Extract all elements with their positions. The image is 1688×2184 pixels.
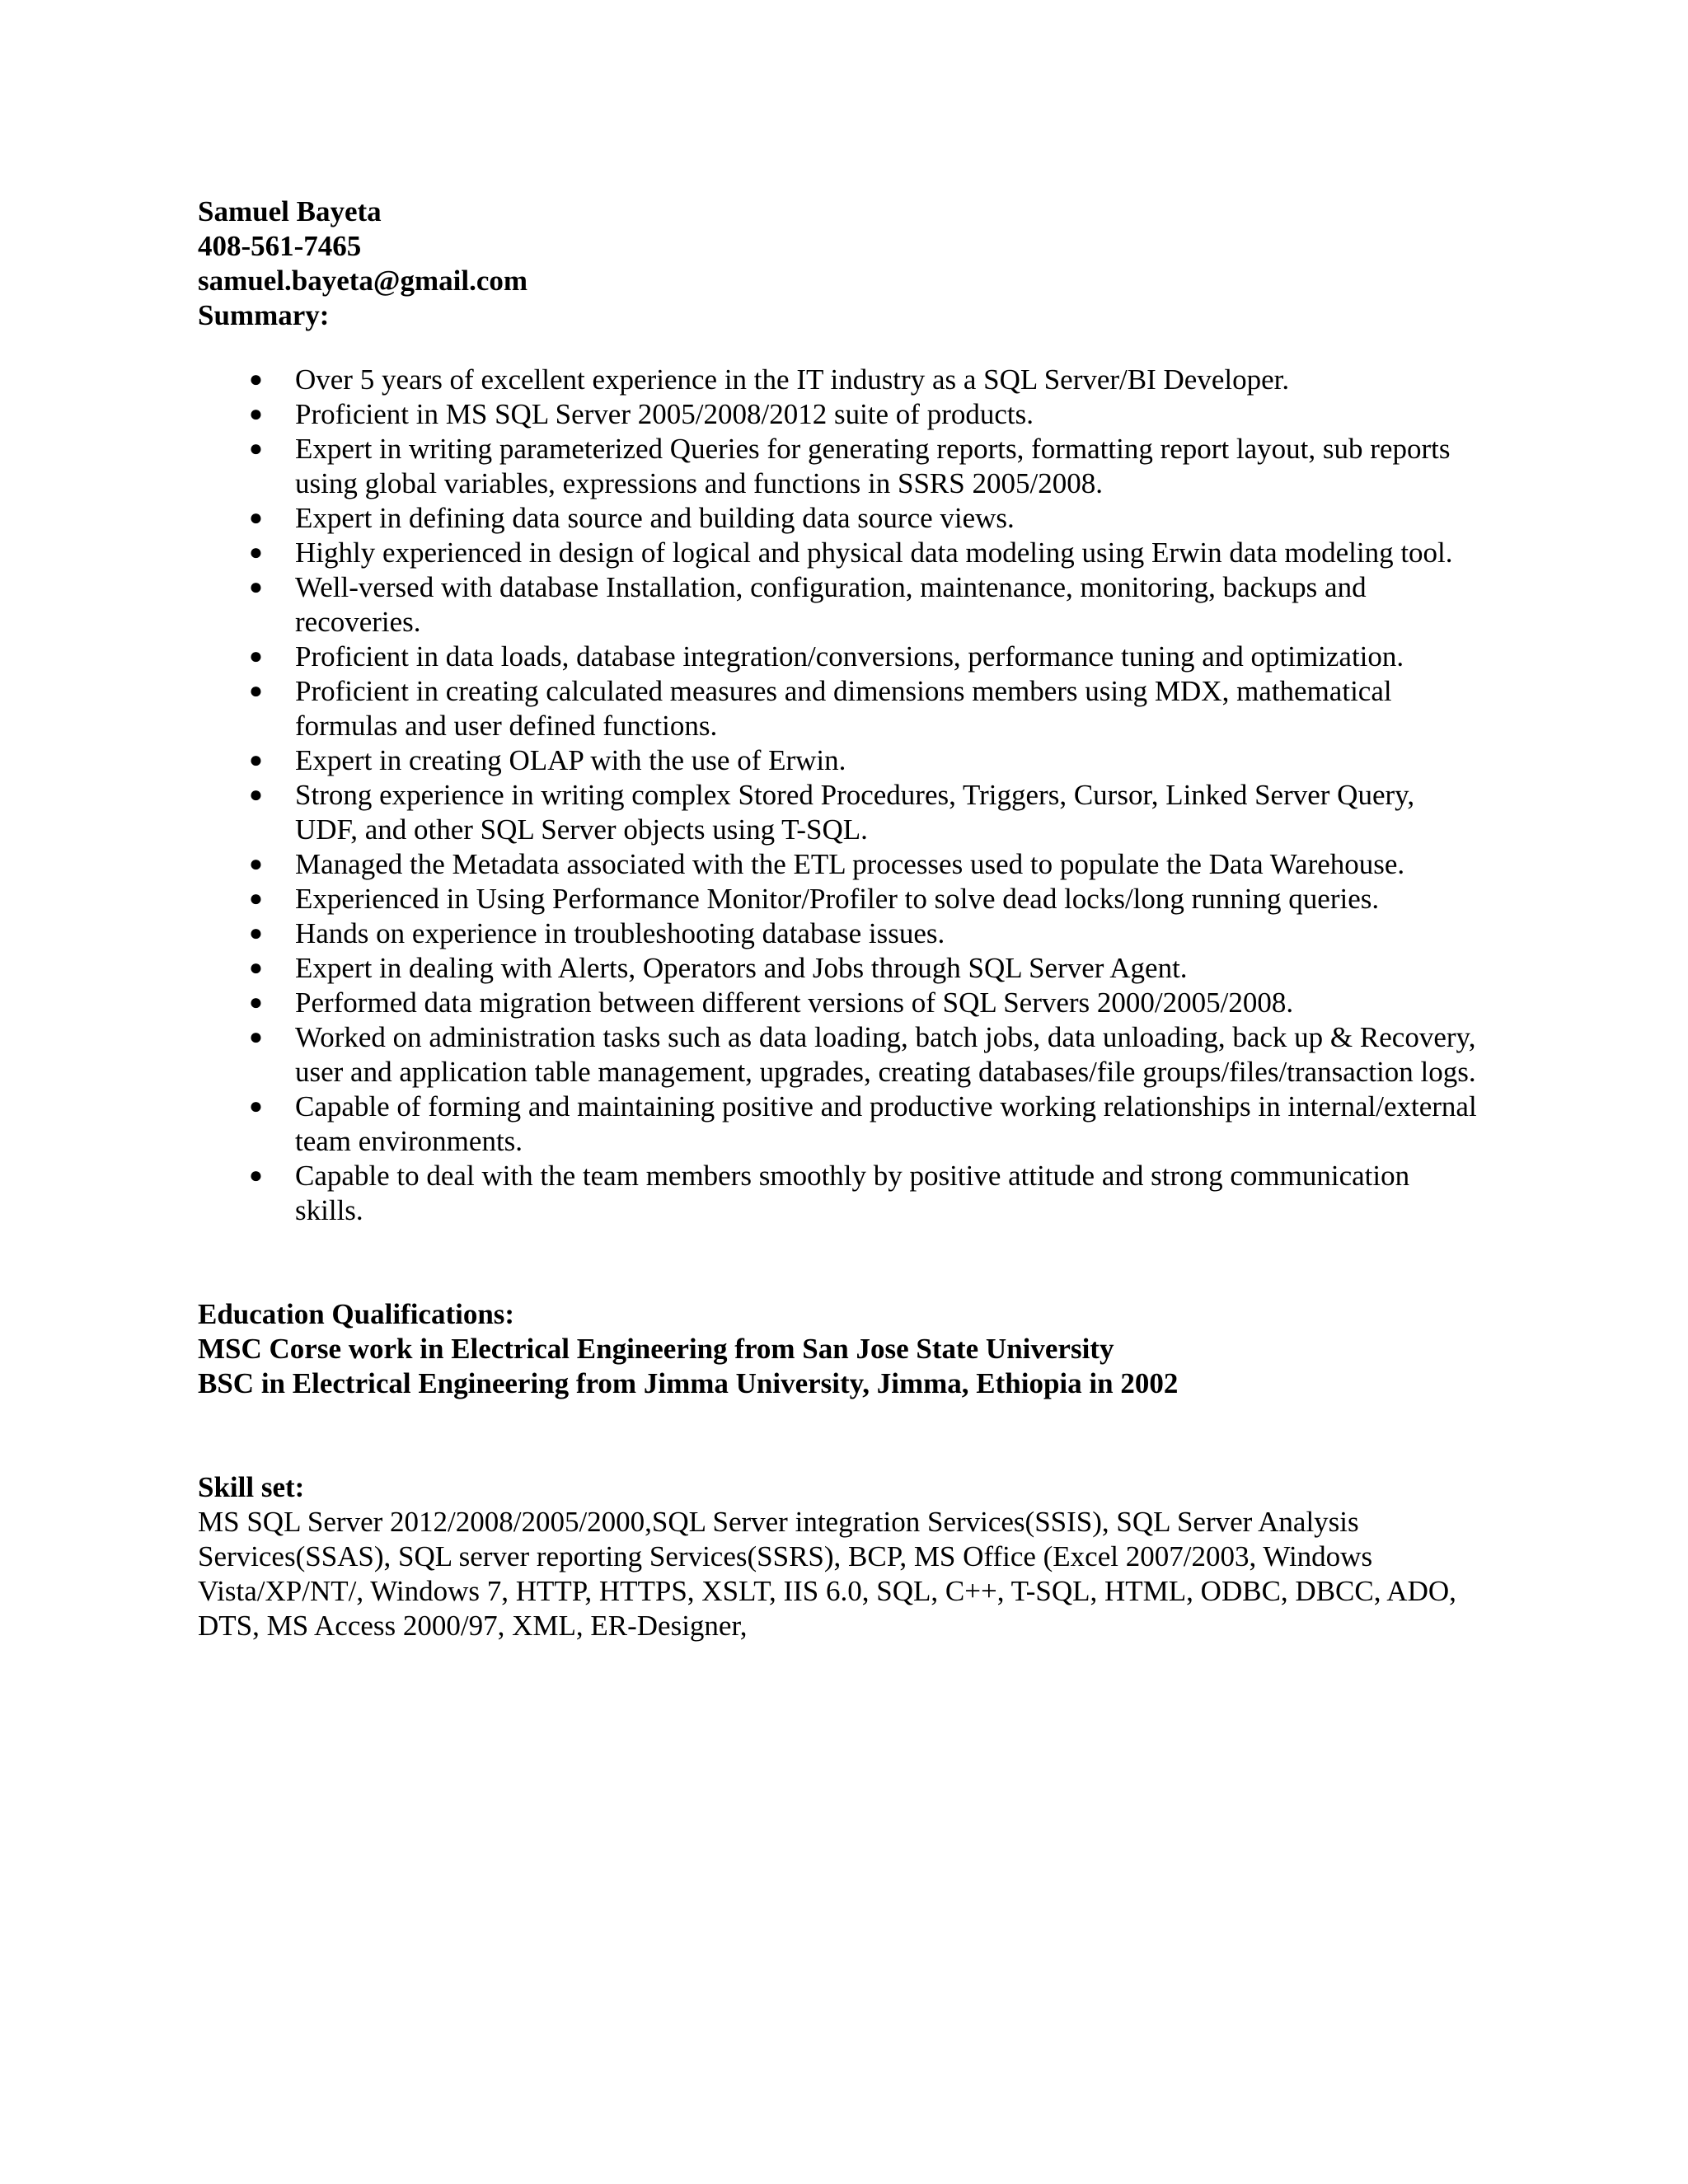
summary-item-text: Capable to deal with the team members smoothly by positive attitude and strong communication skills. [295,1160,1410,1226]
summary-item [198,916,1484,951]
phone-number: 408-561-7465 [198,230,362,262]
summary-item [198,432,1484,501]
bullet-icon: ● [249,540,263,565]
bullet-icon: ● [249,574,263,600]
bullet-icon: ● [249,1163,263,1188]
email-address: samuel.bayeta@gmail.com [198,265,528,297]
summary-item [198,501,1484,536]
summary-item [198,882,1484,916]
bullet-icon: ● [249,955,263,981]
education-section [198,1297,1484,1401]
summary-item [198,743,1484,778]
summary-item-text: Proficient in data loads, database integration/conversions, performance tuning and optimization. [295,640,1404,673]
bullet-icon: ● [249,505,263,531]
summary-item-text: Hands on experience in troubleshooting database issues. [295,917,945,949]
bullet-icon: ● [249,921,263,946]
skills-section [198,1470,1484,1643]
summary-item-text: Expert in dealing with Alerts, Operators and Jobs through SQL Server Agent. [295,952,1188,984]
summary-item-text: Strong experience in writing complex Stored Procedures, Triggers, Cursor, Linked Server Query, UDF, and other SQL Server objects using T-SQL. [295,779,1415,846]
summary-item-text: Expert in writing parameterized Queries for generating reports, formatting report layout, sub reports using global variables, expressions and functions in SSRS 2005/2008. [295,433,1451,499]
summary-item [198,397,1484,432]
bullet-icon: ● [249,782,263,808]
summary-item-text: Expert in defining data source and building data source views. [295,502,1015,534]
skills-text: MS SQL Server 2012/2008/2005/2000,SQL Server integration Services(SSIS), SQL Server Analysis Services(SSAS), SQL server reporting Services(SSRS), BCP, MS Office (Excel 2007/2003, Windows Vista/XP/NT/, Windows 7, HTTP, HTTPS, XSLT, IIS 6.0, SQL, C++, T-SQL, HTML, ODBC, DBCC, ADO, DTS, MS Access 2000/97, XML, ER-Designer, [198,1506,1456,1642]
summary-item [198,1020,1484,1090]
summary-item [198,536,1484,570]
summary-item-text: Highly experienced in design of logical and physical data modeling using Erwin data modeling tool. [295,537,1453,569]
bullet-icon: ● [249,851,263,877]
bullet-icon: ● [249,886,263,912]
summary-item-text: Proficient in MS SQL Server 2005/2008/2012 suite of products. [295,398,1034,430]
summary-item [198,570,1484,640]
summary-item-text: Worked on administration tasks such as data loading, batch jobs, data unloading, back up & Recovery, user and application table management, upgrades, creating databases/file groups/files/transaction logs. [295,1021,1476,1088]
summary-item [198,951,1484,986]
summary-item-text: Experienced in Using Performance Monitor/Profiler to solve dead locks/long running queries. [295,883,1380,915]
education-line: BSC in Electrical Engineering from Jimma University, Jimma, Ethiopia in 2002 [198,1367,1179,1399]
summary-item [198,778,1484,847]
summary-item [198,363,1484,397]
summary-item-text: Over 5 years of excellent experience in the IT industry as a SQL Server/BI Developer. [295,363,1290,396]
bullet-icon: ● [249,644,263,669]
bullet-icon: ● [249,401,263,427]
candidate-name: Samuel Bayeta [198,195,382,227]
skills-heading: Skill set: [198,1471,305,1503]
education-line: MSC Corse work in Electrical Engineering from San Jose State University [198,1333,1114,1365]
summary-item-text: Managed the Metadata associated with the ETL processes used to populate the Data Warehouse. [295,848,1405,880]
bullet-icon: ● [249,678,263,704]
bullet-icon: ● [249,1094,263,1119]
bullet-icon: ● [249,367,263,392]
education-heading: Education Qualifications: [198,1298,515,1330]
resume-content [198,194,1484,1643]
contact-header [198,194,1484,333]
summary-item-text: Expert in creating OLAP with the use of Erwin. [295,744,846,776]
summary-item [198,1159,1484,1228]
summary-item-text: Well-versed with database Installation, configuration, maintenance, monitoring, backups and recoveries. [295,571,1367,638]
bullet-icon: ● [249,1024,263,1050]
summary-item [198,640,1484,674]
summary-list [198,363,1484,1228]
bullet-icon: ● [249,748,263,773]
summary-item [198,1090,1484,1159]
summary-item [198,674,1484,743]
summary-item [198,986,1484,1020]
bullet-icon: ● [249,990,263,1015]
summary-item-text: Performed data migration between different versions of SQL Servers 2000/2005/2008. [295,987,1294,1019]
bullet-icon: ● [249,436,263,462]
summary-item [198,847,1484,882]
summary-heading: Summary: [198,299,330,331]
summary-item-text: Proficient in creating calculated measures and dimensions members using MDX, mathematical formulas and user defined functions. [295,675,1392,742]
summary-item-text: Capable of forming and maintaining positive and productive working relationships in internal/external team environments. [295,1090,1477,1157]
